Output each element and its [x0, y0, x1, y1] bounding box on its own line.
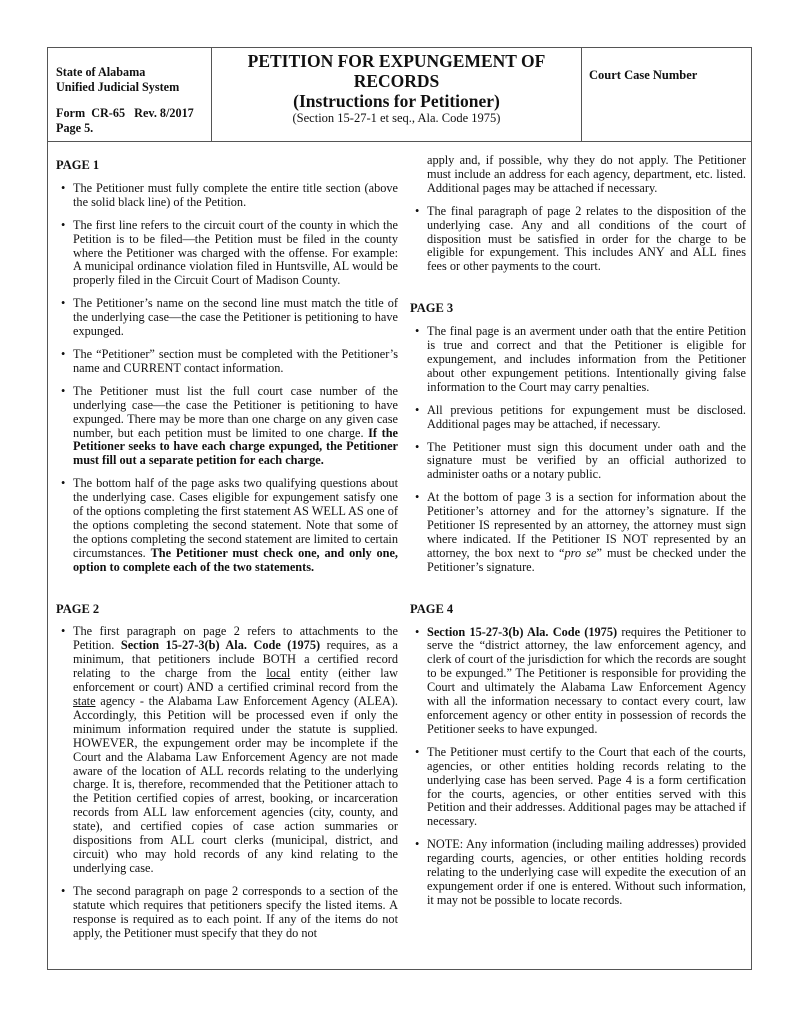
italic-term: pro se	[564, 545, 597, 560]
page2-list-continued	[410, 154, 746, 274]
title-block	[212, 48, 582, 141]
list-item-continued: apply and, if possible, why they do not apply. The Petitioner must include an address for each agency, department, etc. listed. Additional pages may be attached if necessary.	[427, 153, 746, 195]
list-item: • The bottom half of the page asks two qualifying questions about the underlying case. Cases eligible for expungement satisfy one of the options completing the first statement AS WELL AS one of the options completing the second statement. Note that some of the options completing the second statement are limited to certain circumstances. The Petitioner must check one, and only one, option to complete each of the two statements.	[56, 477, 398, 574]
page-number: Page 5.	[56, 120, 94, 135]
section-heading-page1: PAGE 1	[56, 158, 100, 172]
issuer-block	[48, 48, 212, 141]
list-item: • At the bottom of page 3 is a section for information about the Petitioner’s attorney and for the attorney’s signature. If the Petitioner IS represented by an attorney, the attorney must sign where indicated. If the Petitioner IS NOT represented by an attorney, the box next to “pro se” must be checked under the Petitioner’s signature.	[410, 491, 746, 574]
underlined-term: local	[266, 666, 291, 681]
page1-list	[56, 182, 398, 575]
form-frame	[47, 47, 752, 970]
list-item: • All previous petitions for expungement must be disclosed. Additional pages may be attached, if necessary.	[410, 404, 746, 432]
form-title-line2: RECORDS	[353, 71, 440, 91]
bold-emphasis: The Petitioner must check one, and only one, option to complete each of the two statements.	[73, 545, 399, 574]
court-case-number-label: Court Case Number	[589, 68, 698, 82]
list-item: • The second paragraph on page 2 corresponds to a section of the statute which requires that petitioners specify the listed items. A response is required as to each point. If any of the items do not apply, the Petitioner must specify that they do not	[56, 885, 398, 941]
list-item: • The Petitioner must certify to the Court that each of the courts, agencies, or other entities holding records relating to the underlying case has been served. Page 4 is a form certification for the courts, agencies, or other entities served with this Petition and their addresses. Additional pages may be attached if necessary.	[410, 746, 746, 829]
statute-citation: (Section 15-27-1 et seq., Ala. Code 1975)	[292, 111, 501, 125]
list-item: • The Petitioner must sign this document under oath and the signature must be verified by an official authorized to administer oaths or a notary public.	[410, 441, 746, 483]
list-item: • The “Petitioner” section must be completed with the Petitioner’s name and CURRENT contact information.	[56, 348, 398, 376]
right-column	[410, 154, 746, 917]
list-item: • The first line refers to the circuit court of the county in which the Petition is to be filed—the Petition must be filed in the county where the Petitioner was charged with the offense. For example: A municipal ordinance violation filed in Huntsville, AL would be properly filed in the Circuit Court of Madison County.	[56, 219, 398, 289]
list-item: • The Petitioner must list the full court case number of the underlying case—the case the Petitioner is petitioning to have expunged. There may be more than one charge on any given case number, but each petition must be limited to one charge. If the Petitioner seeks to have each charge expunged, the Petitioner must fill out a separate petition for each charge.	[56, 385, 398, 468]
statute-reference: Section 15-27-3(b) Ala. Code (1975)	[120, 638, 321, 653]
section-heading-page4: PAGE 4	[410, 601, 454, 616]
section-heading-page2: PAGE 2	[56, 601, 100, 616]
section-heading-page3: PAGE 3	[410, 301, 454, 316]
list-item: • The final paragraph of page 2 relates to the disposition of the underlying case. Any and all conditions of the court of disposition must be satisfied in order for the charge to be eligible for expungement. This includes ANY and ALL fines fees or other payments to the court.	[410, 205, 746, 275]
list-item: • The final page is an averment under oath that the entire Petition is true and correct and that the Petitioner is eligible for expungement, and includes information from the Petitioner about other expungement petitions. Intentionally giving false information to the Court may carry penalties.	[410, 325, 746, 395]
page4-list	[410, 626, 746, 908]
list-item: • Section 15-27-3(b) Ala. Code (1975) requires the Petitioner to serve the “district attorney, the law enforcement agency, and clerk of court of the jurisdiction for which the records are sought to be expunged.” The Petitioner is responsible for providing the Court and ultimately the Alabama Law Enforcement Agency with all the information necessary to contact every court, law enforcement agency or other entity in possession of records the Petitioner seeks to have expunged.	[410, 626, 746, 737]
case-number-block	[582, 48, 751, 141]
statute-reference: Section 15-27-3(b) Ala. Code (1975)	[427, 624, 618, 639]
system-name: Unified Judicial System	[56, 79, 180, 94]
form-header	[48, 48, 751, 142]
state-name: State of Alabama	[56, 65, 146, 79]
list-item: • The first paragraph on page 2 refers to attachments to the Petition. Section 15-27-3(b) Ala. Code (1975) requires, as a minimum, that petitioners include BOTH a certified record relating to the charge from the local entity (either law enforcement or court) AND a certified criminal record from the state agency - the Alabama Law Enforcement Agency (ALEA). Accordingly, this Petition will be processed even if only the minimum information required under the statute is supplied. HOWEVER, the expungement order may be incomplete if the Court and the Alabama Law Enforcement Agency are not made aware of the location of ALL records relating to the underlying charge. It is, therefore, recommended that the Petitioner attach to the Petition certified copies of arrest, booking, or incarceration records from ALL law enforcement agencies (city, county, and state), and certified copies of case action summaries or dispositions from ALL court clerks (municipal, district, and circuit) who may hold records of any kind relating to the underlying case.	[56, 625, 398, 875]
page2-list	[56, 625, 398, 940]
form-subtitle: (Instructions for Petitioner)	[293, 91, 500, 111]
form-number: Form CR-65 Rev. 8/2017	[56, 106, 194, 120]
list-item: • The Petitioner must fully complete the entire title section (above the solid black line) of the Petition.	[56, 182, 398, 210]
form-title-line1: PETITION FOR EXPUNGEMENT OF	[247, 51, 546, 71]
left-column	[56, 159, 398, 949]
underlined-term: state	[73, 694, 96, 708]
list-item: • NOTE: Any information (including mailing addresses) provided regarding courts, agencies, or other entities holding records relating to the underlying case will expedite the execution of an expungement order if one is entered. Without such information, it may not be possible to locate records.	[410, 838, 746, 908]
list-item: • The Petitioner’s name on the second line must match the title of the underlying case—the case the Petitioner is petitioning to have expunged.	[56, 297, 398, 339]
page3-list	[410, 325, 746, 575]
bold-emphasis: If the Petitioner seeks to have each charge expunged, the Petitioner must fill out a separate petition for each charge.	[73, 425, 398, 468]
